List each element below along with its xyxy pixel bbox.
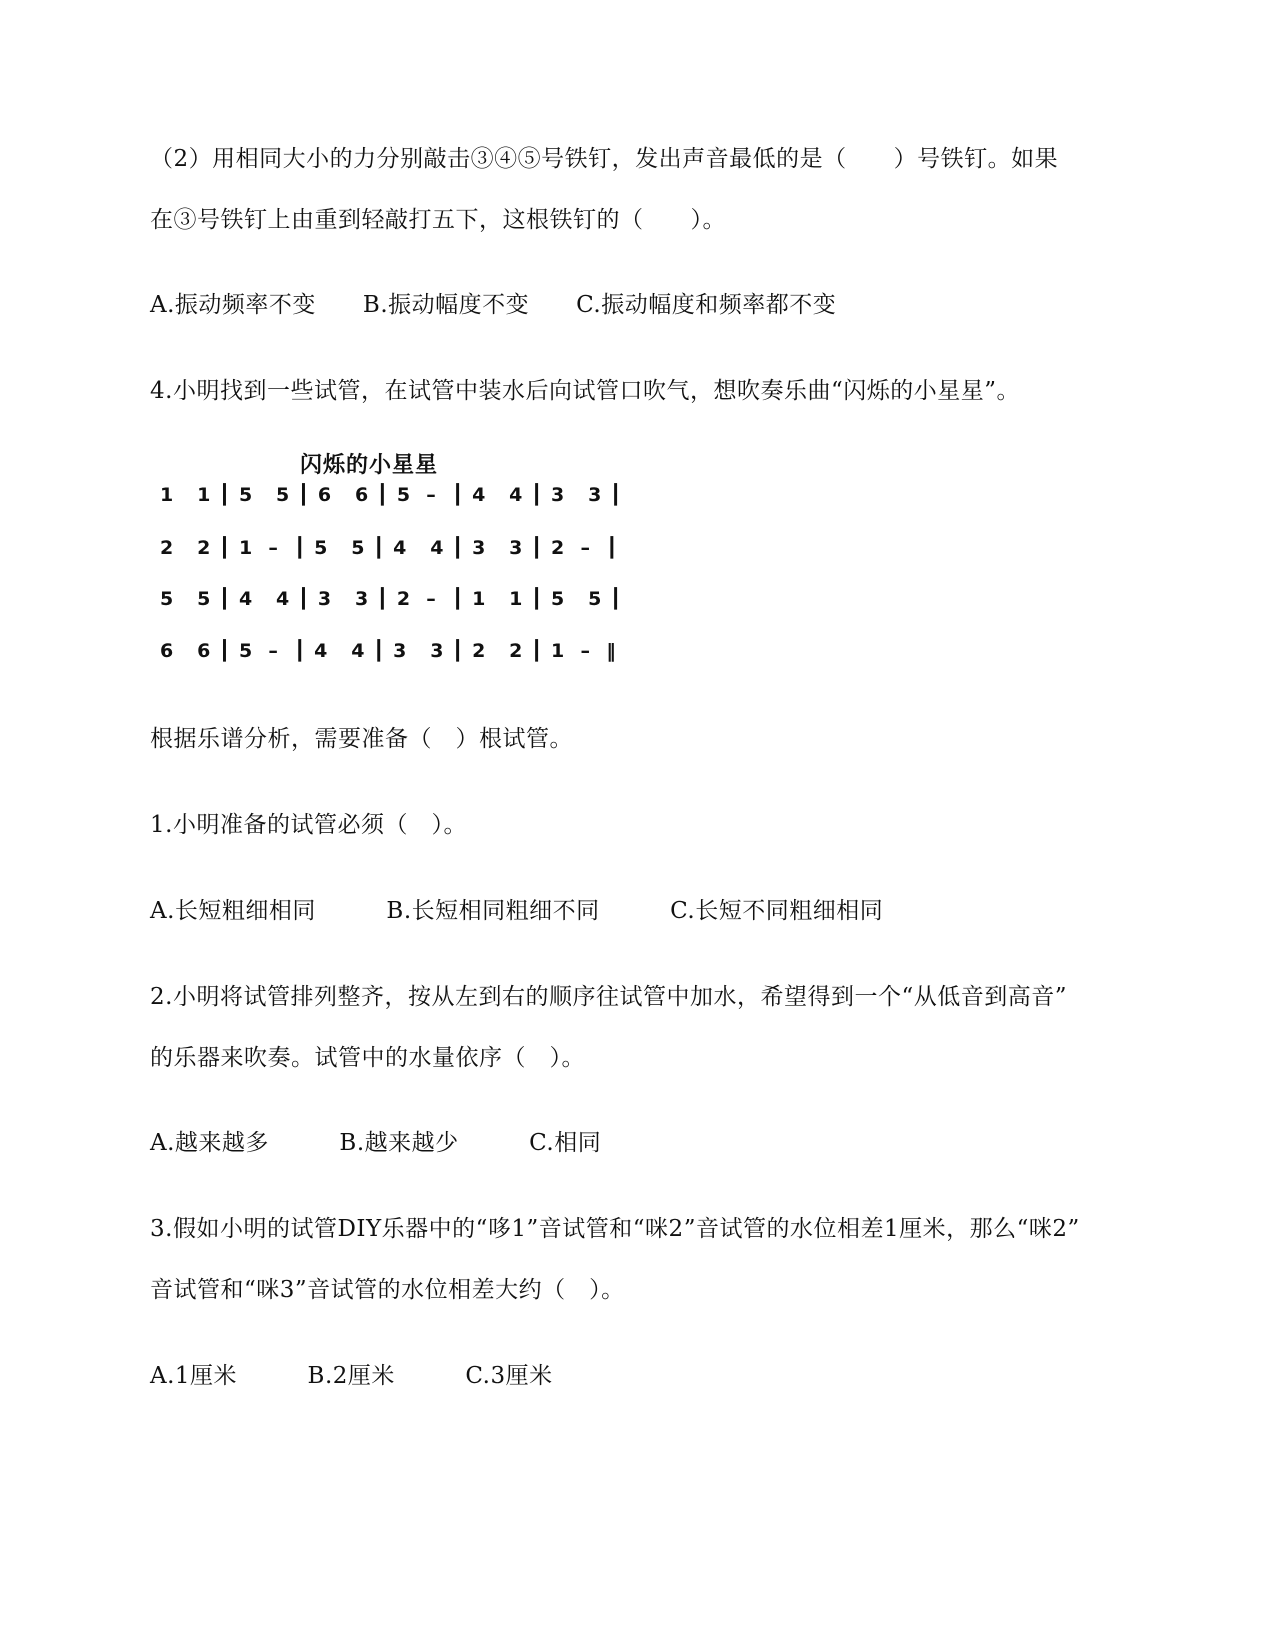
tubes-needed-question: 根据乐谱分析，需要准备（ ）根试管。 bbox=[150, 726, 573, 752]
sub-question-2-line-1: 2.小明将试管排列整齐，按从左到右的顺序往试管中加水，希望得到一个“从低音到高音” bbox=[150, 984, 1067, 1010]
sub-question-3-line-1: 3.假如小明的试管DIY乐器中的“哆1”音试管和“咪2”音试管的水位相差1厘米，那么“咪2” bbox=[150, 1216, 1080, 1242]
question-2-line-2: 在③号铁钉上由重到轻敲打五下，这根铁钉的（ ）。 bbox=[150, 207, 726, 233]
sub-question-3-options: A.1厘米 B.2厘米 C.3厘米 bbox=[150, 1363, 553, 1389]
sub-question-1-options: A.长短粗细相同 B.长短相同粗细不同 C.长短不同粗细相同 bbox=[150, 898, 884, 924]
score-row-2: 2 2 ┃ 1 – ┃ 5 5 ┃ 4 4 ┃ 3 3 ┃ 2 – ┃ bbox=[160, 537, 619, 559]
score-row-4: 6 6 ┃ 5 – ┃ 4 4 ┃ 3 3 ┃ 2 2 ┃ 1 – ‖ bbox=[160, 640, 617, 662]
score-row-3: 5 5 ┃ 4 4 ┃ 3 3 ┃ 2 – ┃ 1 1 ┃ 5 5 ┃ bbox=[160, 588, 623, 610]
score-row-1: 1 1 ┃ 5 5 ┃ 6 6 ┃ 5 – ┃ 4 4 ┃ 3 3 ┃ bbox=[160, 484, 623, 506]
sub-question-2-line-2: 的乐器来吹奏。试管中的水量依序（ ）。 bbox=[150, 1045, 585, 1071]
music-score bbox=[150, 448, 623, 688]
question-4-intro: 4.小明找到一些试管，在试管中装水后向试管口吹气，想吹奏乐曲“闪烁的小星星”。 bbox=[150, 378, 1020, 404]
question-2-options: A.振动频率不变 B.振动幅度不变 C.振动幅度和频率都不变 bbox=[150, 292, 837, 318]
sub-question-1: 1.小明准备的试管必须（ ）。 bbox=[150, 812, 467, 838]
sub-question-3-line-2: 音试管和“咪3”音试管的水位相差大约（ ）。 bbox=[150, 1277, 625, 1303]
sub-question-2-options: A.越来越多 B.越来越少 C.相同 bbox=[150, 1130, 602, 1156]
score-title: 闪烁的小星星 bbox=[300, 453, 439, 478]
question-2-line-1: （2）用相同大小的力分别敲击③④⑤号铁钉，发出声音最低的是（ ）号铁钉。如果 bbox=[150, 146, 1059, 172]
